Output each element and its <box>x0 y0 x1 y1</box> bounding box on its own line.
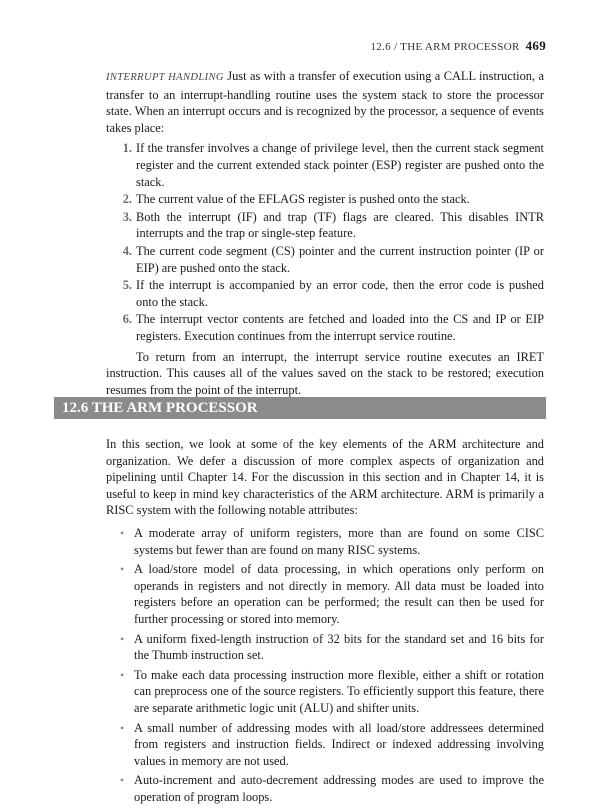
step-text: If the interrupt is accompanied by an error code, then the error code is pushed onto the stack. <box>136 278 544 309</box>
bullet-icon: • <box>120 562 125 577</box>
running-head-title: 12.6 / THE ARM PROCESSOR <box>370 41 520 53</box>
step-text: The current code segment (CS) pointer and the current instruction pointer (IP or EIP) are pushed onto the stack. <box>136 243 544 275</box>
attribute-text: To make each data processing instruction more flexible, either a shift or rotation can preprocess one of the source registers. To efficiently support this feature, there are separate arithmetic logic unit (ALU) and shifter units. <box>134 667 544 715</box>
attribute-text: A moderate array of uniform registers, more than are found on some CISC systems but fewer than are found on many RISC systems. <box>134 525 544 557</box>
step-number: 6. <box>122 312 132 327</box>
list-item <box>106 667 544 717</box>
bullet-icon: • <box>120 667 125 682</box>
bullet-icon: • <box>120 525 125 540</box>
list-item <box>106 277 544 310</box>
step-number: 3. <box>122 209 132 224</box>
attribute-text: Auto-increment and auto-decrement addressing modes are used to improve the operation of program loops. <box>134 773 544 804</box>
interrupt-handling-label: INTERRUPT HANDLING <box>106 72 224 83</box>
list-item <box>106 191 544 208</box>
page-number: 469 <box>525 38 546 53</box>
interrupt-handling-block <box>106 68 544 398</box>
interrupt-intro-paragraph <box>106 68 544 136</box>
list-item <box>106 525 544 558</box>
list-item <box>106 561 544 627</box>
bullet-icon: • <box>120 773 125 788</box>
step-text: The current value of the EFLAGS register is pushed onto the stack. <box>136 192 470 207</box>
step-number: 4. <box>122 243 132 258</box>
attribute-text: A small number of addressing modes with all load/store addressees determined from registers and instruction fields. Indirect or indexed addressing involving values in memory are not used. <box>134 720 544 768</box>
bullet-icon: • <box>120 631 125 646</box>
list-item <box>106 631 544 664</box>
interrupt-intro-text: Just as with a transfer of execution using a CALL instruction, a transfer to an interrupt-handling routine uses the system stack to store the processor state. When an interrupt occurs and is recognized by the processor, a sequence of events takes place: <box>106 69 544 135</box>
step-number: 5. <box>122 278 132 293</box>
arm-attributes-list <box>106 525 544 806</box>
step-text: The interrupt vector contents are fetched and loaded into the CS and IP or EIP registers. Execution continues from the interrupt service routine. <box>136 312 544 343</box>
list-item <box>106 209 544 242</box>
arm-processor-block <box>106 436 544 808</box>
list-item <box>106 772 544 805</box>
attribute-text: A load/store model of data processing, in which operations only perform on operands in registers and not directly in memory. All data must be loaded into registers before an operation can be performed; the result can then be used for further processing or stored into memory. <box>134 562 544 626</box>
step-text: If the transfer involves a change of privilege level, then the current stack segment register and the current extended stack pointer (ESP) register are pushed onto the stack. <box>136 141 544 189</box>
list-item <box>106 140 544 190</box>
step-text: Both the interrupt (IF) and trap (TF) flags are cleared. This disables INTR interrupts and the trap or single-step feature. <box>136 209 544 241</box>
step-number: 1. <box>122 141 132 156</box>
section-heading-bar <box>54 397 546 419</box>
step-number: 2. <box>122 192 132 207</box>
list-item <box>106 720 544 770</box>
bullet-icon: • <box>120 720 125 735</box>
attribute-text: A uniform fixed-length instruction of 32 bits for the standard set and 16 bits for the Thumb instruction set. <box>134 631 544 663</box>
arm-intro-paragraph: In this section, we look at some of the key elements of the ARM architecture and organization. We defer a discussion of more complex aspects of organization and pipelining until Chapter 14. For the discussion in this section and in Chapter 14, it is useful to keep in mind key characteristics of the ARM architecture. ARM is primarily a RISC system with the following notable attributes: <box>106 437 544 518</box>
interrupt-steps-list <box>106 140 544 344</box>
section-heading: 12.6 THE ARM PROCESSOR <box>62 400 258 416</box>
interrupt-return-paragraph: To return from an interrupt, the interrupt service routine executes an IRET instruction. This causes all of the values saved on the stack to be restored; execution resumes from the point of the interrupt. <box>106 349 544 397</box>
list-item <box>106 243 544 276</box>
running-head <box>370 38 546 54</box>
list-item <box>106 311 544 344</box>
